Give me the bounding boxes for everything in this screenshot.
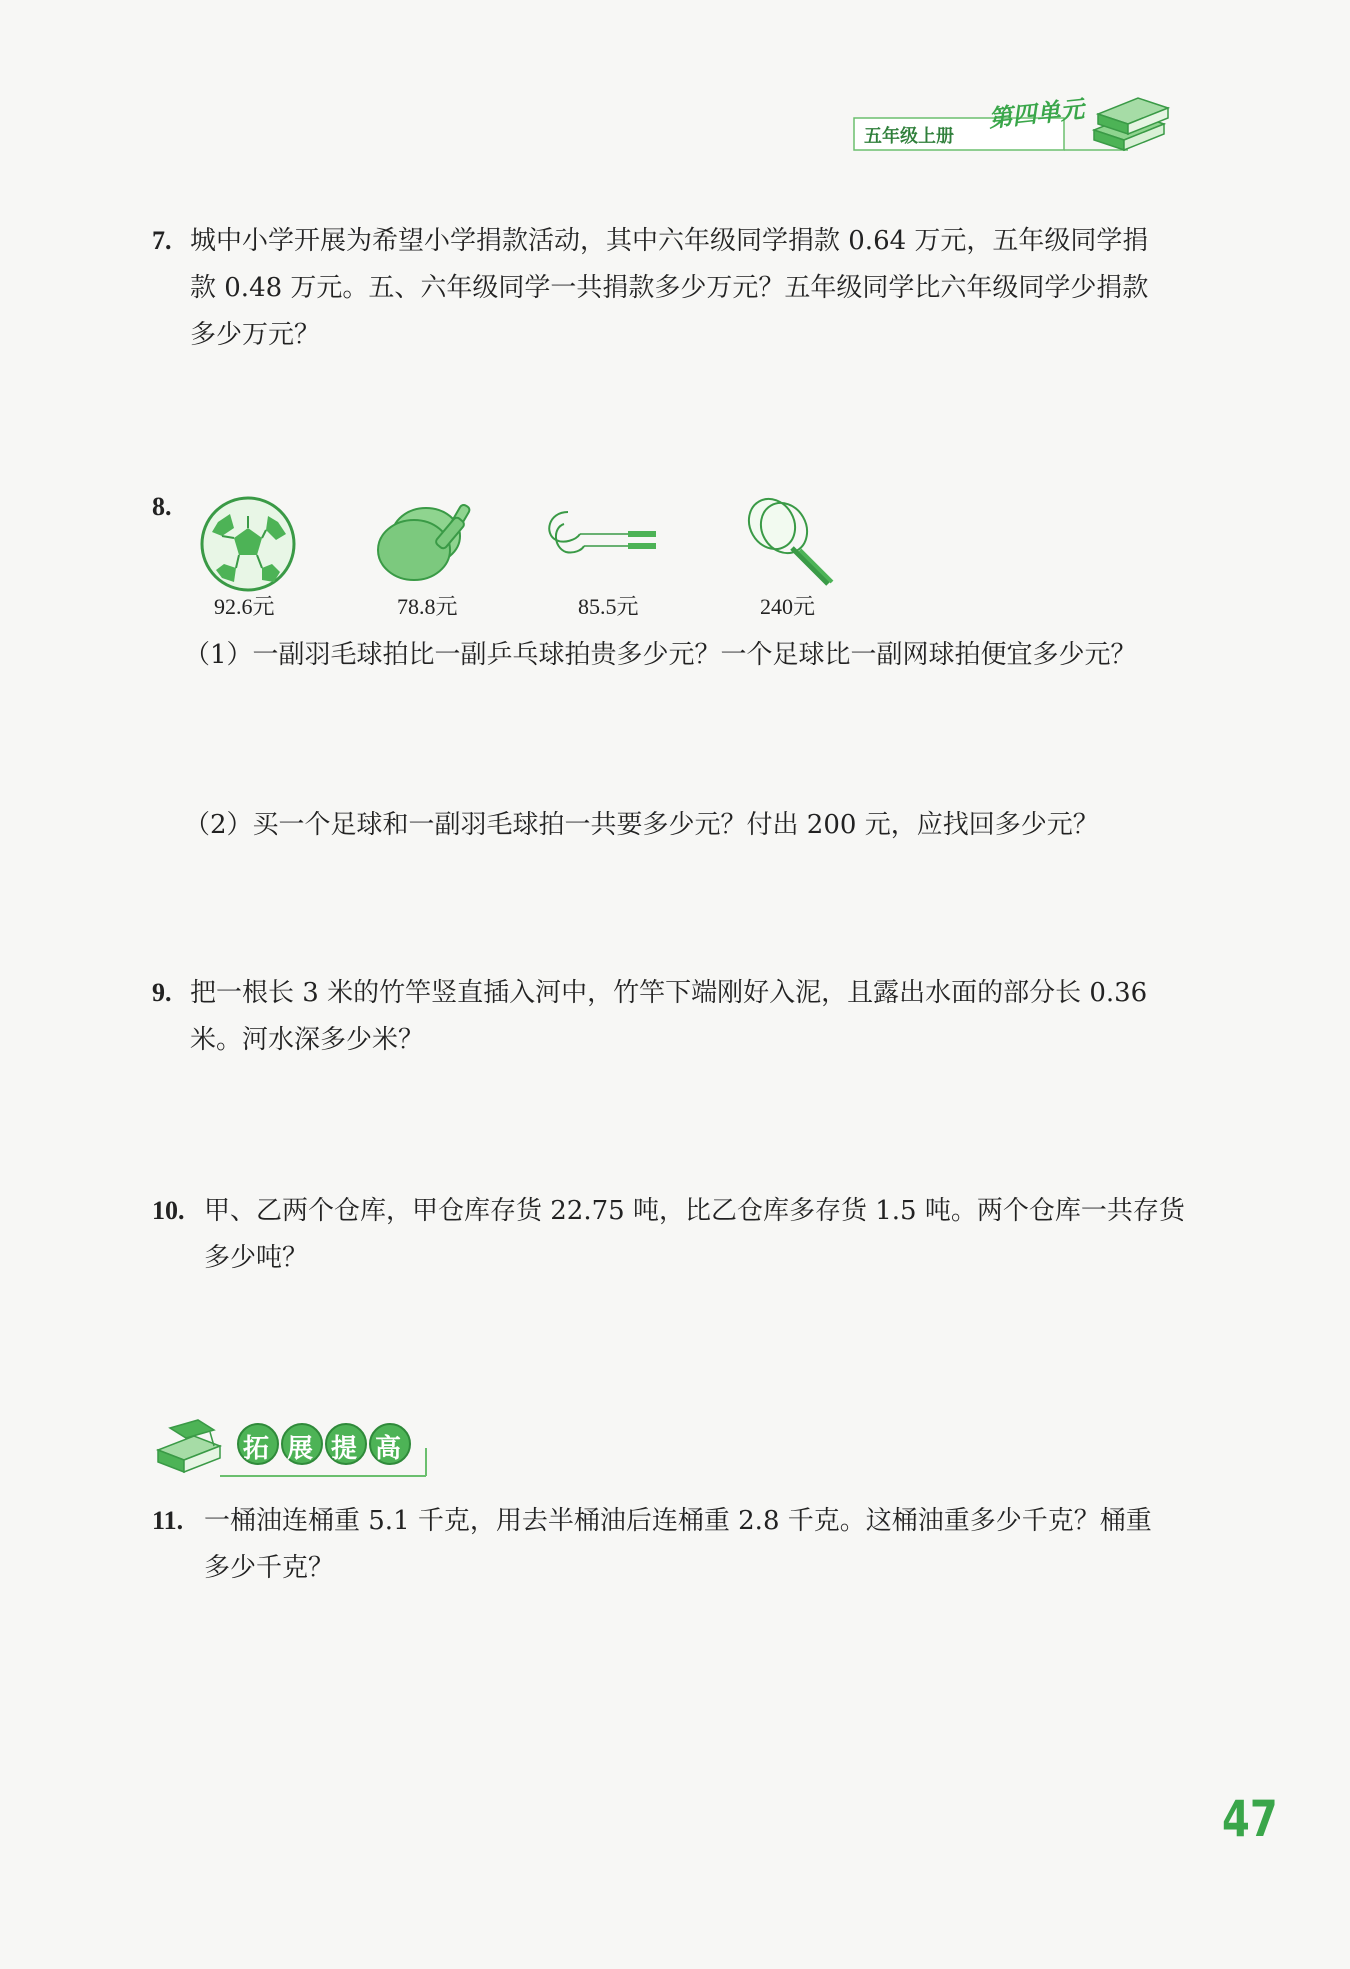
question-text-line: 多少千克？: [204, 1553, 335, 1583]
grade-label: 五年级上册: [864, 126, 954, 147]
section-banner-extension: [150, 1412, 430, 1488]
question-number: 7.: [152, 226, 172, 255]
section-char: 提: [331, 1434, 358, 1464]
question-part-1: （1）一副羽毛球拍比一副乒乓球拍贵多少元？一个足球比一副网球拍便宜多少元？: [184, 640, 1137, 670]
question-number: 8.: [152, 492, 172, 521]
question-part-2: （2）买一个足球和一副羽毛球拍一共要多少元？付出 200 元，应找回多少元？: [184, 810, 1099, 840]
question-number: 10.: [152, 1196, 185, 1225]
page-number: 47: [1222, 1790, 1278, 1848]
book-stack-icon: [158, 1420, 220, 1472]
question-number: 9.: [152, 978, 172, 1007]
soccer-ball-icon: [198, 494, 298, 594]
question-text-line: 一桶油连桶重 5.1 千克，用去半桶油后连桶重 2.8 千克。这桶油重多少千克？桶重: [204, 1506, 1152, 1536]
item-price: 240元: [760, 594, 816, 619]
section-char: 展: [287, 1434, 314, 1464]
question-text-line: 城中小学开展为希望小学捐款活动，其中六年级同学捐款 0.64 万元，五年级同学捐: [190, 226, 1149, 256]
tennis-racket-icon: [732, 494, 842, 594]
unit-label: 第四单元: [987, 95, 1086, 133]
unit-header: [848, 92, 1178, 164]
ping-pong-paddles-icon: [370, 498, 480, 588]
question-text-line: 甲、乙两个仓库，甲仓库存货 22.75 吨，比乙仓库多存货 1.5 吨。两个仓库一共存货: [204, 1196, 1185, 1226]
section-char: 高: [375, 1434, 402, 1464]
question-text-line: 多少吨？: [204, 1243, 309, 1273]
item-price: 78.8元: [397, 594, 458, 619]
badminton-racket-icon: [540, 504, 670, 574]
item-price: 92.6元: [214, 594, 275, 619]
question-text-line: 款 0.48 万元。五、六年级同学一共捐款多少万元？五年级同学比六年级同学少捐款: [190, 273, 1149, 303]
book-stack-icon: [1094, 98, 1168, 150]
question-text-line: 米。河水深多少米？: [190, 1025, 425, 1055]
section-char: 拓: [243, 1434, 270, 1464]
item-price: 85.5元: [578, 594, 639, 619]
question-text-line: 把一根长 3 米的竹竿竖直插入河中，竹竿下端刚好入泥，且露出水面的部分长 0.36: [190, 978, 1148, 1008]
question-text-line: 多少万元？: [190, 320, 321, 350]
question-number: 11.: [152, 1506, 184, 1535]
